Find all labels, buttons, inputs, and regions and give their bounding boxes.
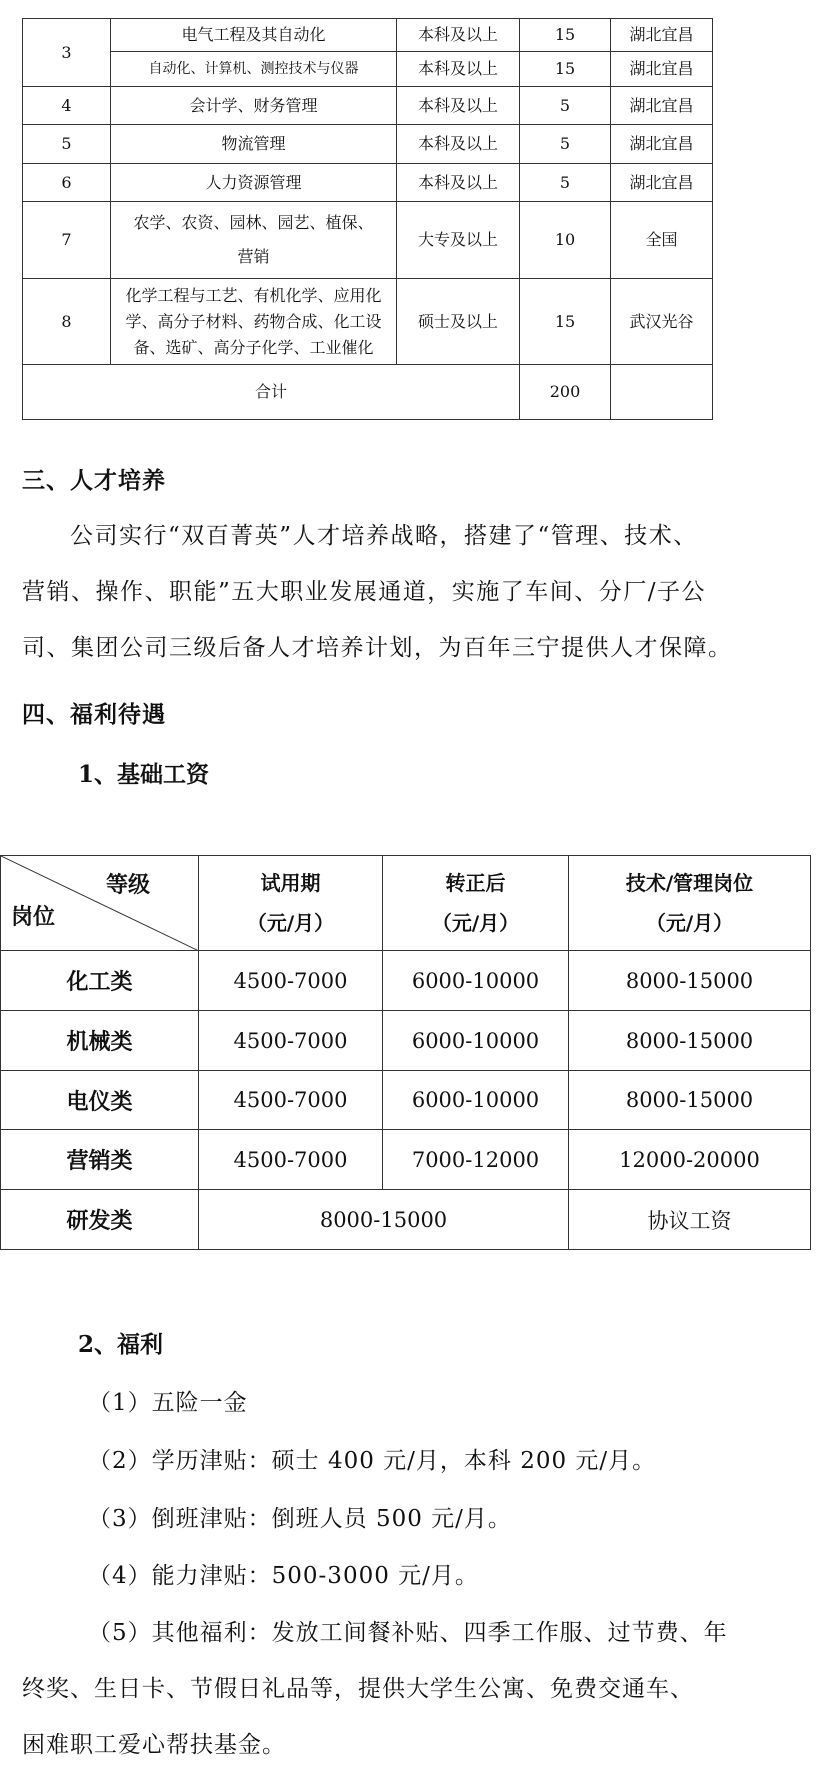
education-cell: 大专及以上 (397, 202, 520, 279)
tech-cell: 8000-15000 (569, 1011, 811, 1071)
benefit-item: （1）五险一金 (88, 1390, 248, 1416)
table-row (23, 164, 713, 202)
count-cell: 5 (520, 87, 611, 125)
table-row (1, 1190, 811, 1250)
major-cell: 人力资源管理 (111, 164, 397, 202)
regular-cell: 7000-12000 (383, 1130, 569, 1190)
tech-cell: 8000-15000 (569, 951, 811, 1011)
paragraph-line: 公司实行“双百菁英”人才培养战略，搭建了“管理、技术、 (70, 523, 698, 549)
table-row (1, 1071, 811, 1130)
total-row (23, 365, 713, 420)
location-cell: 湖北宜昌 (611, 164, 713, 202)
major-cell (111, 202, 397, 279)
rd-tech-cell: 协议工资 (569, 1190, 811, 1250)
row-number: 5 (23, 125, 111, 164)
header-unit: （元/月） (246, 911, 335, 935)
major-line: 营销 (237, 247, 270, 266)
row-number: 6 (23, 164, 111, 202)
subheading-benefits: 2、福利 (78, 1331, 164, 1358)
table-row (1, 951, 811, 1011)
header-line: 试用期 (260, 871, 321, 895)
subheading-base-salary: 1、基础工资 (78, 761, 210, 788)
row-number: 4 (23, 87, 111, 125)
count-cell: 15 (520, 52, 611, 87)
major-cell (111, 279, 397, 365)
tech-cell: 12000-20000 (569, 1130, 811, 1190)
major-cell: 会计学、财务管理 (111, 87, 397, 125)
section-heading-talent: 三、人才培养 (22, 467, 166, 494)
header-line: 技术/管理岗位 (625, 871, 754, 895)
location-cell: 全国 (611, 202, 713, 279)
post-cell: 营销类 (1, 1130, 199, 1190)
total-label: 合计 (23, 365, 520, 420)
regular-cell: 6000-10000 (383, 951, 569, 1011)
section-heading-benefits: 四、福利待遇 (22, 701, 166, 728)
post-cell: 电仪类 (1, 1071, 199, 1130)
count-cell: 10 (520, 202, 611, 279)
post-cell: 化工类 (1, 951, 199, 1011)
location-cell: 湖北宜昌 (611, 125, 713, 164)
benefit-item: （4）能力津贴：500-3000 元/月。 (88, 1563, 479, 1589)
benefit-item-continued: 终奖、生日卡、节假日礼品等，提供大学生公寓、免费交通车、 (22, 1676, 694, 1702)
table-row (23, 125, 713, 164)
education-cell: 本科及以上 (397, 52, 520, 87)
benefit-item: （5）其他福利：发放工间餐补贴、四季工作服、过节费、年 (88, 1620, 728, 1646)
header-row (1, 856, 811, 951)
tech-cell: 8000-15000 (569, 1071, 811, 1130)
major-line: 备、选矿、高分子化学、工业催化 (133, 337, 374, 357)
header-trial (199, 856, 383, 951)
header-tech-management (569, 856, 811, 951)
rd-salary-cell: 8000-15000 (199, 1190, 569, 1250)
major-cell: 自动化、计算机、测控技术与仪器 (111, 52, 397, 87)
major-line: 农学、农资、园林、园艺、植保、 (133, 213, 374, 232)
trial-cell: 4500-7000 (199, 1011, 383, 1071)
row-number: 7 (23, 202, 111, 279)
benefit-item: （2）学历津贴：硕士 400 元/月，本科 200 元/月。 (88, 1448, 657, 1474)
location-cell: 武汉光谷 (611, 279, 713, 365)
benefit-item: （3）倒班津贴：倒班人员 500 元/月。 (88, 1506, 512, 1532)
table-row (1, 1011, 811, 1071)
level-label: 等级 (105, 872, 150, 898)
table-row (23, 87, 713, 125)
count-cell: 15 (520, 279, 611, 365)
post-cell: 机械类 (1, 1011, 199, 1071)
count-cell: 15 (520, 19, 611, 52)
post-label: 岗位 (11, 904, 56, 930)
education-cell: 本科及以上 (397, 164, 520, 202)
regular-cell: 6000-10000 (383, 1011, 569, 1071)
major-cell: 物流管理 (111, 125, 397, 164)
trial-cell: 4500-7000 (199, 1130, 383, 1190)
location-cell: 湖北宜昌 (611, 19, 713, 52)
table-row (23, 52, 713, 87)
location-cell: 湖北宜昌 (611, 87, 713, 125)
education-cell: 本科及以上 (397, 19, 520, 52)
table-row (23, 202, 713, 279)
education-cell: 硕士及以上 (397, 279, 520, 365)
count-cell: 5 (520, 125, 611, 164)
major-line: 学、高分子材料、药物合成、化工设 (125, 311, 382, 331)
header-line: 转正后 (445, 871, 506, 895)
table-row (1, 1130, 811, 1190)
count-cell: 5 (520, 164, 611, 202)
education-cell: 本科及以上 (397, 125, 520, 164)
location-cell: 湖北宜昌 (611, 52, 713, 87)
empty-cell (611, 365, 713, 420)
trial-cell: 4500-7000 (199, 951, 383, 1011)
salary-table (0, 855, 811, 1250)
row-number: 8 (23, 279, 111, 365)
paragraph-line: 司、集团公司三级后备人才培养计划，为百年三宁提供人才保障。 (22, 635, 733, 661)
regular-cell: 6000-10000 (383, 1071, 569, 1130)
diagonal-header-cell (1, 856, 199, 951)
total-count: 200 (520, 365, 611, 420)
talent-paragraph (22, 508, 818, 676)
paragraph-line: 营销、操作、职能”五大职业发展通道，实施了车间、分厂/子公 (22, 579, 707, 605)
header-regular (383, 856, 569, 951)
major-cell: 电气工程及其自动化 (111, 19, 397, 52)
post-cell: 研发类 (1, 1190, 199, 1250)
trial-cell: 4500-7000 (199, 1071, 383, 1130)
major-line: 化学工程与工艺、有机化学、应用化 (125, 285, 382, 305)
education-cell: 本科及以上 (397, 87, 520, 125)
row-number: 3 (23, 19, 111, 87)
table-row (23, 19, 713, 52)
benefit-item-continued: 困难职工爱心帮扶基金。 (22, 1732, 286, 1758)
recruitment-table (22, 18, 713, 420)
header-unit: （元/月） (431, 911, 520, 935)
header-unit: （元/月） (645, 911, 734, 935)
table-row (23, 279, 713, 365)
